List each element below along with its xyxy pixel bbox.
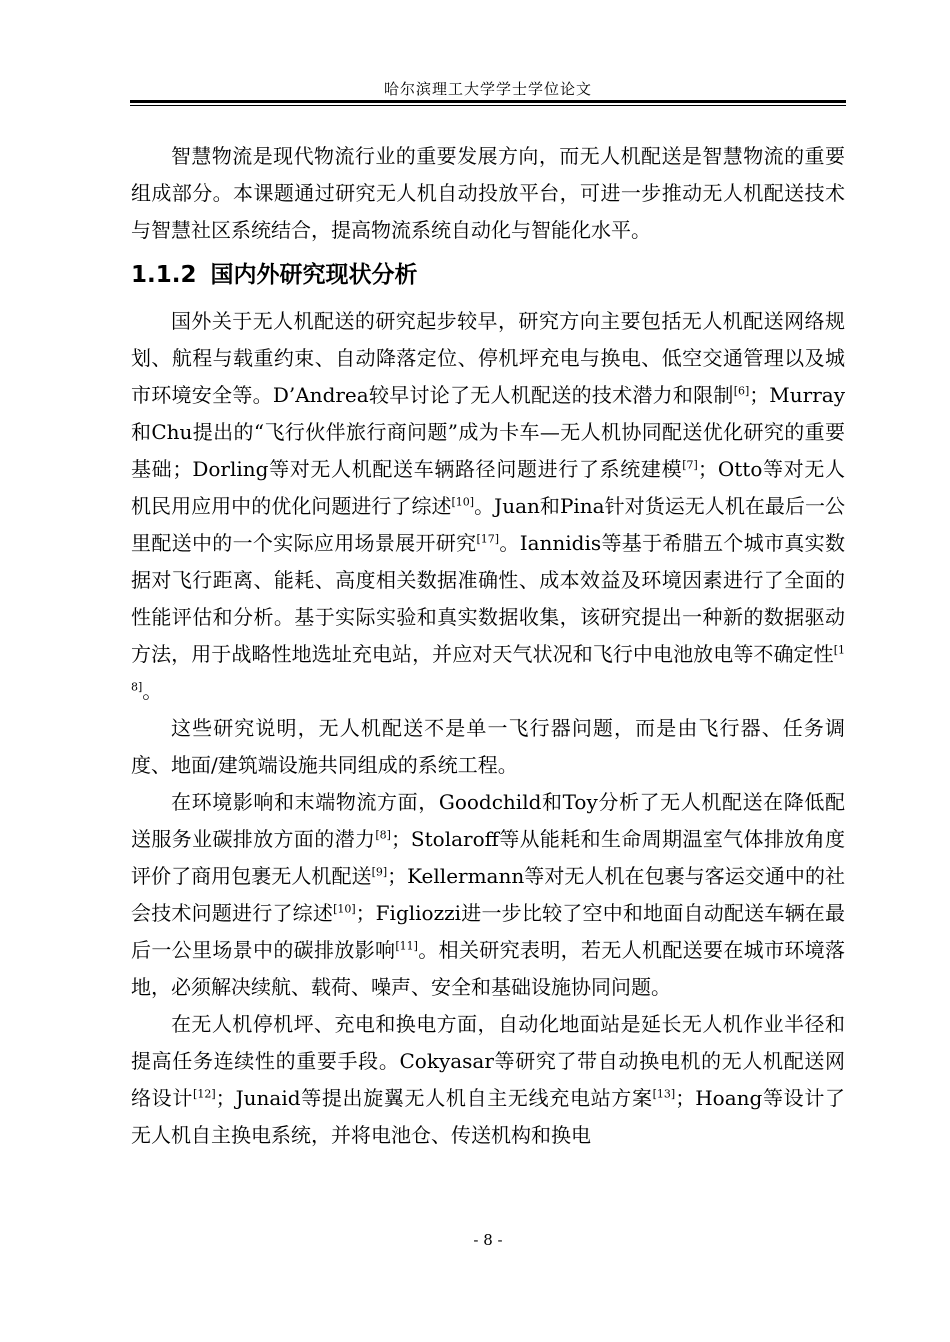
citation-superscript: [6] — [733, 384, 750, 398]
paragraph-text: 。相关研究表明，若无人机配送要在城市环境落地，必须解决续航、载荷、噪声、安全和基础设施协同问题。 — [131, 938, 846, 999]
body-content — [131, 138, 845, 1154]
body-paragraph — [131, 784, 845, 1006]
paragraph-text: 这些研究说明，无人机配送不是单一飞行器问题，而是由飞行器、任务调度、地面/建筑端设施共同组成的系统工程。 — [131, 716, 845, 777]
paragraph-text: ；Figliozzi进一步比较了空中和地面自动配送车辆在最后一公里场景中的碳排放影响 — [131, 901, 845, 962]
citation-superscript: [13] — [652, 1087, 676, 1101]
paragraph-text: 。Juan和Pina针对货运无人机在最后一公里配送中的一个实际应用场景展开研究 — [131, 494, 845, 555]
intro-paragraph: 智慧物流是现代物流行业的重要发展方向，而无人机配送是智慧物流的重要组成部分。本课题通过研究无人机自动投放平台，可进一步推动无人机配送技术与智慧社区系统结合，提高物流系统自动化与智能化水平。 — [131, 144, 845, 242]
citation-superscript: [9] — [371, 865, 388, 879]
paragraph-text: 。Iannidis等基于希腊五个城市真实数据对飞行距离、能耗、高度相关数据准确性、成本效益及环境因素进行了全面的性能评估和分析。基于实际实验和真实数据收集，该研究提出一种新的数据驱动方法，用于战略性地选址充电站，并应对天气状况和飞行中电池放电等不确定性 — [131, 531, 846, 666]
citation-superscript: [17] — [476, 532, 500, 546]
citation-superscript: [10] — [333, 902, 356, 916]
citation-superscript: [8] — [375, 828, 391, 842]
paragraph-text: ；Kellermann等对无人机在包裹与客运交通中的社会技术问题进行了综述 — [131, 864, 845, 925]
paragraph-text: ；Hoang等设计了无人机自主换电系统，并将电池仓、传送机构和换电 — [131, 1086, 846, 1147]
section-number: 1.1.2 — [131, 262, 197, 288]
paragraph-text: 在环境影响和末端物流方面，Goodchild和Toy分析了无人机配送在降低配送服务业碳排放方面的潜力 — [131, 790, 845, 851]
running-header-title: 哈尔滨理工大学学士学位论文 — [383, 80, 592, 98]
citation-superscript: [12] — [193, 1087, 216, 1101]
header-rule-thin — [130, 105, 846, 106]
section-title: 国内外研究现状分析 — [210, 262, 418, 288]
citation-superscript: [18] — [131, 643, 845, 694]
paragraph-text: 在无人机停机坪、充电和换电方面，自动化地面站是延长无人机作业半径和提高任务连续性的重要手段。Cokyasar等研究了带自动换电机的无人机配送网络设计 — [131, 1012, 845, 1110]
header-rule-thick — [130, 100, 846, 103]
body-paragraph — [131, 1006, 845, 1154]
body-paragraph — [131, 303, 845, 710]
citation-superscript: [11] — [395, 939, 418, 953]
body-paragraph — [131, 710, 845, 784]
paragraph-text: ；Stolaroff等从能耗和生命周期温室气体排放角度评价了商用包裹无人机配送 — [131, 827, 845, 888]
paragraph-text: ；Otto等对无人机民用应用中的优化问题进行了综述 — [131, 457, 845, 518]
paragraph-text: 国外关于无人机配送的研究起步较早，研究方向主要包括无人机配送网络规划、航程与载重约束、自动降落定位、停机坪充电与换电、低空交通管理以及城市环境安全等。D’Andrea较早讨论了无人机配送的技术潜力和限制 — [131, 309, 845, 407]
body-paragraphs — [131, 303, 845, 1154]
citation-superscript: [7] — [682, 458, 698, 472]
section-heading — [131, 253, 845, 297]
paragraph-text: ；Junaid等提出旋翼无人机自主无线充电站方案 — [215, 1086, 653, 1110]
paragraph-text: ；Murray和Chu提出的“飞行伙伴旅行商问题”成为卡车—无人机协同配送优化研究的重要基础；Dorling等对无人机配送车辆路径问题进行了系统建模 — [131, 383, 845, 481]
paragraph-text: 。 — [142, 679, 163, 703]
page-number: - 8 - — [473, 1231, 503, 1249]
citation-superscript: [10] — [451, 495, 475, 509]
